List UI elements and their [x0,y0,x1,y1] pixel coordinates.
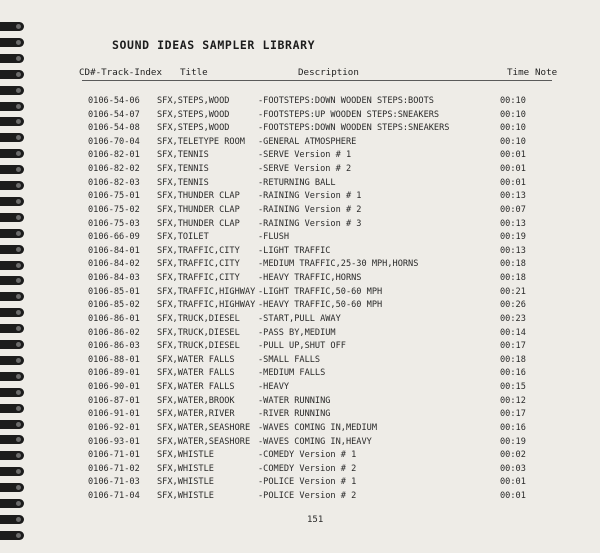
track-description: -RIVER RUNNING [258,409,331,420]
track-index: 0106-93-01 [88,436,140,447]
track-title: SFX,WATER,BROOK [157,395,235,406]
track-description: -PULL UP,SHUT OFF [258,341,346,352]
list-item [0,191,600,204]
track-index: 0106-82-02 [88,164,140,175]
spiral-coil [0,38,24,47]
track-time: 00:07 [500,204,526,215]
track-index: 0106-71-02 [88,463,140,474]
track-index: 0106-71-01 [88,450,140,461]
track-title: SFX,THUNDER CLAP [157,191,240,202]
list-item [0,110,600,123]
track-description: -WAVES COMING IN,HEAVY [258,436,372,447]
list-item [0,491,600,504]
track-time: 00:19 [500,232,526,243]
track-time: 00:01 [500,477,526,488]
list-item [0,368,600,381]
track-title: SFX,TRAFFIC,CITY [157,273,240,284]
track-index: 0106-87-01 [88,395,140,406]
list-item [0,259,600,272]
track-index: 0106-82-01 [88,150,140,161]
track-time: 00:02 [500,450,526,461]
track-description: -FOOTSTEPS:DOWN WOODEN STEPS:SNEAKERS [258,123,450,134]
track-index: 0106-54-07 [88,109,140,120]
track-description: -WATER RUNNING [258,395,331,406]
track-time: 00:13 [500,218,526,229]
track-title: SFX,WATER,RIVER [157,409,235,420]
track-description: -SMALL FALLS [258,354,321,365]
track-title: SFX,TELETYPE ROOM [157,136,245,147]
track-description: -GENERAL ATMOSPHERE [258,136,357,147]
track-description: -LIGHT TRAFFIC [258,245,331,256]
track-title: SFX,TRAFFIC,CITY [157,259,240,270]
track-time: 00:21 [500,286,526,297]
track-index: 0106-86-01 [88,313,140,324]
track-description: -COMEDY Version # 2 [258,463,357,474]
track-time: 00:01 [500,177,526,188]
track-title: SFX,WHISTLE [157,490,214,501]
header-time: Time [507,67,530,78]
track-index: 0106-84-03 [88,273,140,284]
track-time: 00:01 [500,150,526,161]
track-time: 00:16 [500,368,526,379]
track-title: SFX,WATER,SEASHORE [157,422,251,433]
track-index: 0106-71-04 [88,490,140,501]
track-index: 0106-66-09 [88,232,140,243]
track-index: 0106-75-01 [88,191,140,202]
spiral-coil [0,54,24,63]
spiral-coil [0,515,24,524]
spiral-coil [0,531,24,540]
list-item [0,382,600,395]
track-index: 0106-88-01 [88,354,140,365]
track-time: 00:01 [500,164,526,175]
header-description: Description [298,67,359,78]
track-index: 0106-92-01 [88,422,140,433]
track-description: -COMEDY Version # 1 [258,450,357,461]
header-note: Note [535,67,558,78]
track-title: SFX,STEPS,WOOD [157,109,230,120]
list-item [0,246,600,259]
track-description: -SERVE Version # 1 [258,150,352,161]
track-index: 0106-70-04 [88,136,140,147]
list-item [0,423,600,436]
track-title: SFX,WATER,SEASHORE [157,436,251,447]
list-item [0,355,600,368]
list-item [0,341,600,354]
track-index: 0106-86-03 [88,341,140,352]
track-title: SFX,TENNIS [157,150,209,161]
list-item [0,219,600,232]
track-description: -MEDIUM TRAFFIC,25-30 MPH,HORNS [258,259,419,270]
track-index: 0106-54-08 [88,123,140,134]
track-index: 0106-89-01 [88,368,140,379]
track-time: 00:10 [500,109,526,120]
track-time: 00:01 [500,490,526,501]
track-description: -FLUSH [258,232,290,243]
track-title: SFX,WATER FALLS [157,354,235,365]
track-time: 00:17 [500,341,526,352]
track-time: 00:03 [500,463,526,474]
list-item [0,450,600,463]
track-index: 0106-85-02 [88,300,140,311]
track-time: 00:13 [500,191,526,202]
track-title: SFX,WHISTLE [157,450,214,461]
spiral-coil [0,86,24,95]
track-title: SFX,TENNIS [157,177,209,188]
track-time: 00:10 [500,136,526,147]
header-index: CD#-Track-Index [79,67,162,78]
spiral-coil [0,70,24,79]
track-time: 00:16 [500,422,526,433]
track-index: 0106-75-03 [88,218,140,229]
header-rule [82,80,552,81]
list-item [0,205,600,218]
track-title: SFX,TRAFFIC,HIGHWAY [157,286,256,297]
track-index: 0106-84-01 [88,245,140,256]
track-index: 0106-71-03 [88,477,140,488]
track-index: 0106-54-06 [88,96,140,106]
track-title: SFX,TRUCK,DIESEL [157,313,240,324]
track-title: SFX,STEPS,WOOD [157,96,230,106]
list-item [0,178,600,191]
track-time: 00:26 [500,300,526,311]
track-time: 00:23 [500,313,526,324]
list-item [0,437,600,450]
track-description: -POLICE Version # 1 [258,477,357,488]
track-time: 00:18 [500,354,526,365]
list-item [0,96,600,109]
spiral-coil [0,22,24,31]
list-item [0,300,600,313]
track-index: 0106-91-01 [88,409,140,420]
track-description: -POLICE Version # 2 [258,490,357,501]
list-item [0,150,600,163]
track-title: SFX,TRAFFIC,HIGHWAY [157,300,256,311]
track-time: 00:13 [500,245,526,256]
track-index: 0106-85-01 [88,286,140,297]
track-title: SFX,TRUCK,DIESEL [157,327,240,338]
header-title: Title [180,67,208,78]
track-title: SFX,WATER FALLS [157,382,235,393]
track-time: 00:18 [500,259,526,270]
track-description: -PASS BY,MEDIUM [258,327,336,338]
track-time: 00:10 [500,123,526,134]
list-item [0,273,600,286]
track-time: 00:19 [500,436,526,447]
track-title: SFX,TOILET [157,232,209,243]
track-index: 0106-84-02 [88,259,140,270]
track-description: -RAINING Version # 2 [258,204,362,215]
track-index: 0106-90-01 [88,382,140,393]
track-time: 00:12 [500,395,526,406]
track-time: 00:14 [500,327,526,338]
list-item [0,137,600,150]
track-title: SFX,THUNDER CLAP [157,218,240,229]
track-title: SFX,TENNIS [157,164,209,175]
track-description: -FOOTSTEPS:UP WOODEN STEPS:SNEAKERS [258,109,440,120]
track-title: SFX,THUNDER CLAP [157,204,240,215]
track-description: -RETURNING BALL [258,177,336,188]
track-title: SFX,WHISTLE [157,477,214,488]
track-index: 0106-82-03 [88,177,140,188]
track-description: -LIGHT TRAFFIC,50-60 MPH [258,286,383,297]
track-title: SFX,WHISTLE [157,463,214,474]
page-number: 151 [307,515,324,525]
list-item [0,314,600,327]
track-time: 00:17 [500,409,526,420]
track-title: SFX,TRAFFIC,CITY [157,245,240,256]
list-item [0,123,600,136]
page-title: SOUND IDEAS SAMPLER LIBRARY [112,38,316,52]
list-item [0,409,600,422]
track-description: -RAINING Version # 3 [258,218,362,229]
track-description: -MEDIUM FALLS [258,368,326,379]
track-description: -HEAVY TRAFFIC,50-60 MPH [258,300,383,311]
list-item [0,477,600,490]
track-description: -RAINING Version # 1 [258,191,362,202]
track-time: 00:10 [500,96,526,106]
track-description: -HEAVY TRAFFIC,HORNS [258,273,362,284]
track-description: -FOOTSTEPS:DOWN WOODEN STEPS:BOOTS [258,96,434,106]
list-item [0,396,600,409]
list-item [0,164,600,177]
track-description: -SERVE Version # 2 [258,164,352,175]
list-item [0,232,600,245]
track-time: 00:18 [500,273,526,284]
track-description: -HEAVY [258,382,290,393]
list-item [0,287,600,300]
track-time: 00:15 [500,382,526,393]
track-description: -WAVES COMING IN,MEDIUM [258,422,377,433]
list-item [0,464,600,477]
track-title: SFX,STEPS,WOOD [157,123,230,134]
track-index: 0106-75-02 [88,204,140,215]
track-description: -START,PULL AWAY [258,313,341,324]
track-title: SFX,WATER FALLS [157,368,235,379]
list-item [0,328,600,341]
track-index: 0106-86-02 [88,327,140,338]
track-title: SFX,TRUCK,DIESEL [157,341,240,352]
